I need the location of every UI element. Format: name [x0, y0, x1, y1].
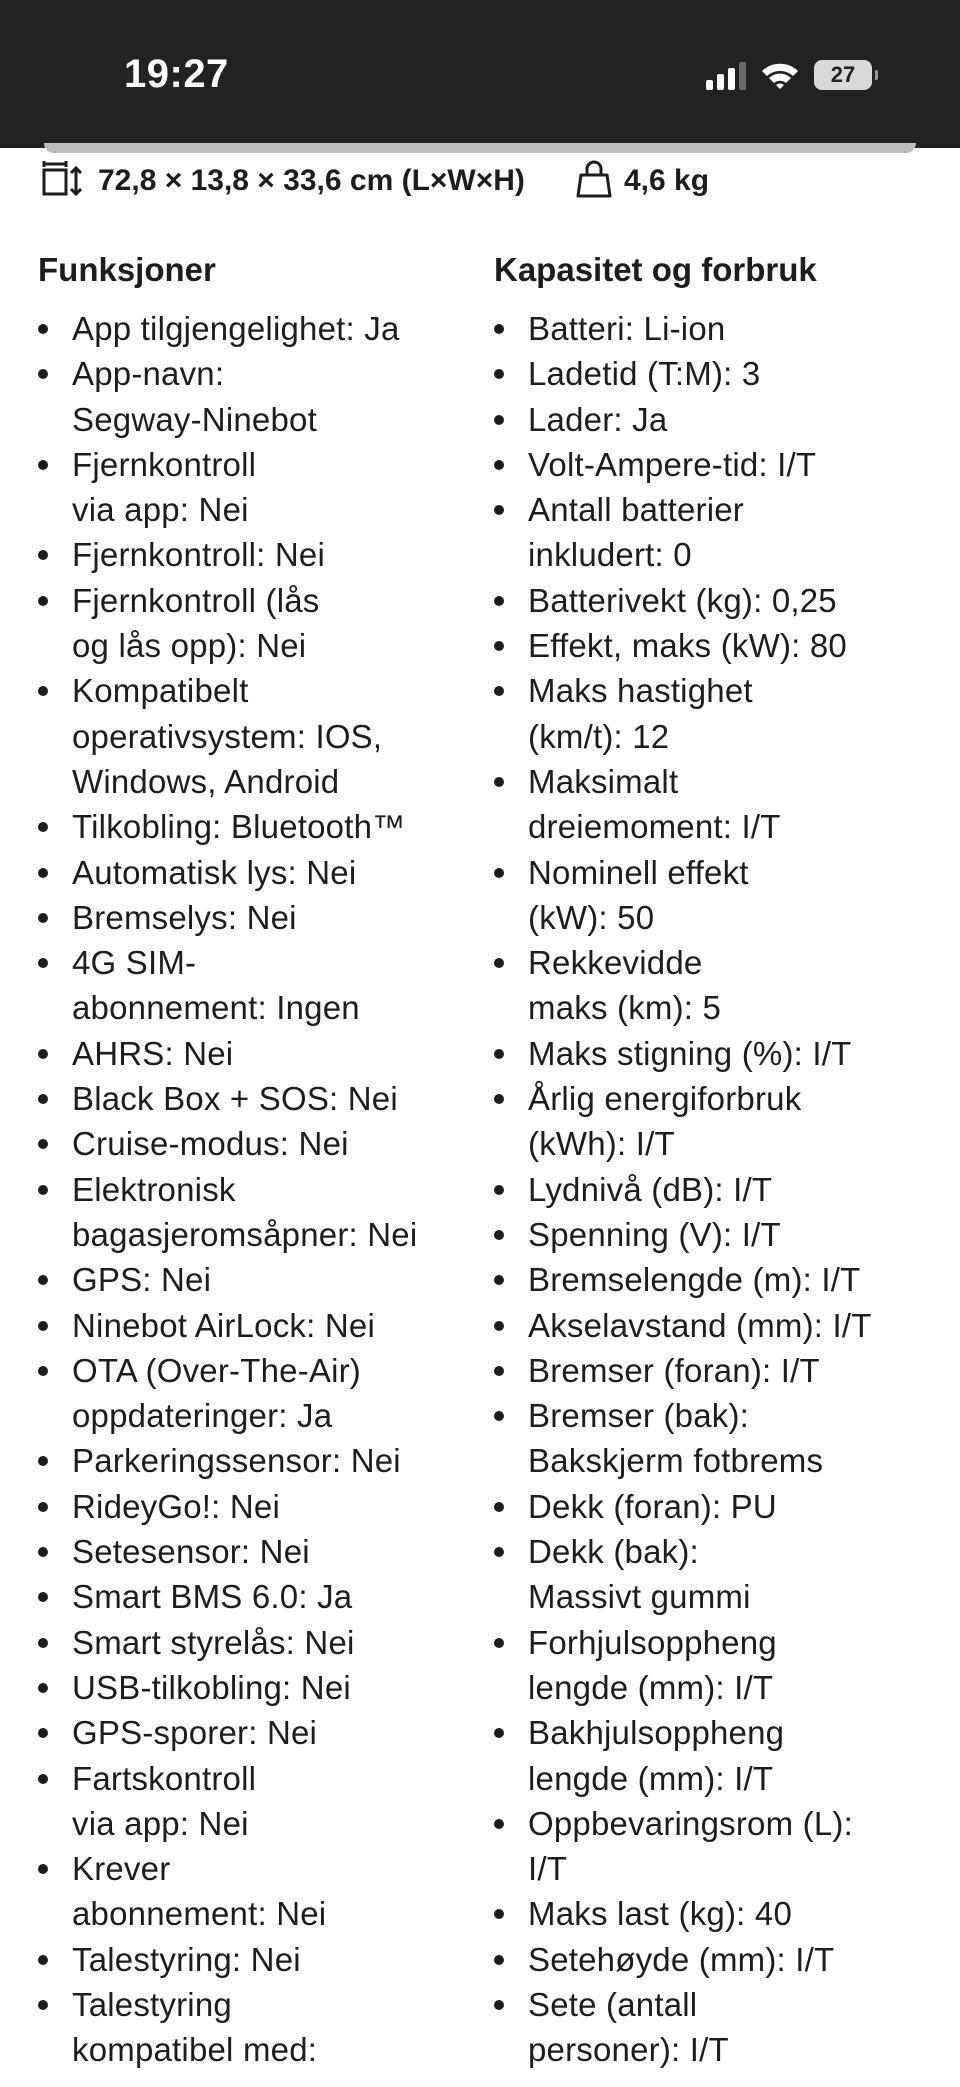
list-item — [38, 1982, 468, 2073]
list-item-text: Bremselys: Nei — [72, 898, 297, 936]
list-item — [38, 1710, 468, 1755]
list-item — [38, 1257, 468, 1302]
list-item-text: USB-tilkobling: Nei — [72, 1668, 351, 1706]
list-item-text: bagasjeromsåpner: Nei — [72, 1215, 418, 1253]
list-item — [494, 1529, 944, 1620]
list-item — [38, 668, 468, 804]
list-item-text: operativsystem: IOS, — [72, 717, 383, 755]
list-item-text: Dekk (foran): PU — [528, 1487, 777, 1525]
list-item — [38, 895, 468, 940]
list-item — [494, 1710, 944, 1801]
list-item-text: Bremser (bak): — [528, 1397, 750, 1435]
list-item-text: Fjernkontroll: Nei — [72, 536, 326, 574]
list-item-text: Lydnivå (dB): I/T — [528, 1170, 773, 1208]
list-item-text: Maks hastighet — [528, 672, 753, 710]
list-item-text: Cruise-modus: Nei — [72, 1125, 349, 1163]
list-item-text: maks (km): 5 — [528, 989, 722, 1027]
list-item-text: inkludert: 0 — [528, 536, 692, 574]
list-item-text: Antall batterier — [528, 491, 744, 529]
list-item — [38, 1438, 468, 1483]
list-item-text: Parkeringssensor: Nei — [72, 1442, 401, 1480]
list-item-text: Ninebot AirLock: Nei — [72, 1306, 375, 1344]
list-item-text: Volt-Ampere-tid: I/T — [528, 445, 817, 483]
list-item-text: Setehøyde (mm): I/T — [528, 1940, 835, 1978]
list-item-text: via app: Nei — [72, 491, 249, 529]
list-item-text: Lader: Ja — [528, 400, 668, 438]
status-bar — [0, 0, 960, 148]
list-item-text: kompatibel med: — [72, 2031, 318, 2069]
list-item — [38, 1167, 468, 1258]
list-item-text: Maks last (kg): 40 — [528, 1895, 793, 1933]
list-item-text: lengde (mm): I/T — [528, 1668, 774, 1706]
list-item — [38, 850, 468, 895]
list-item-text: Akselavstand (mm): I/T — [528, 1306, 872, 1344]
list-item — [494, 1303, 944, 1348]
list-item — [38, 1484, 468, 1529]
list-item-text: Fartskontroll — [72, 1759, 257, 1797]
list-item-text: Forhjulsoppheng — [528, 1623, 777, 1661]
capacity-list — [494, 306, 944, 2073]
list-item-text: Maksimalt — [528, 762, 679, 800]
list-item-text: Windows, Android — [72, 762, 340, 800]
list-item-text: Årlig energiforbruk — [528, 1080, 802, 1118]
list-item-text: Black Box + SOS: Nei — [72, 1080, 398, 1118]
list-item — [494, 1620, 944, 1711]
list-item-text: Krever — [72, 1850, 171, 1888]
list-item-text: Segway-Ninebot — [72, 400, 317, 438]
list-item-text: GPS: Nei — [72, 1261, 212, 1299]
list-item-text: via app: Nei — [72, 1804, 249, 1842]
features-section — [38, 244, 468, 2073]
list-item — [494, 1937, 944, 1982]
list-item-text: dreiemoment: I/T — [528, 808, 781, 846]
battery-level: 27 — [830, 62, 856, 87]
list-item — [494, 940, 944, 1031]
status-time: 19:27 — [124, 52, 229, 96]
list-item-text: Smart BMS 6.0: Ja — [72, 1578, 353, 1616]
list-item — [494, 850, 944, 941]
list-item-text: lengde (mm): I/T — [528, 1759, 774, 1797]
list-item-text: Massivt gummi — [528, 1578, 751, 1616]
list-item — [494, 1257, 944, 1302]
list-item-text: og lås opp): Nei — [72, 627, 307, 665]
list-item-text: OTA (Over-The-Air) — [72, 1351, 361, 1389]
list-item-text: (kW): 50 — [528, 898, 655, 936]
dimensions-spec — [40, 158, 525, 204]
list-item-text: Ladetid (T:M): 3 — [528, 355, 761, 393]
list-item — [38, 804, 468, 849]
list-item — [494, 623, 944, 668]
list-item-text: Kompatibelt — [72, 672, 249, 710]
list-item-text: Dekk (bak): — [528, 1533, 699, 1571]
list-item-text: Tilkobling: Bluetooth™ — [72, 808, 406, 846]
list-item-text: Oppbevaringsrom (L): — [528, 1804, 853, 1842]
list-item — [494, 487, 944, 578]
list-item-text: 4G SIM- — [72, 944, 197, 982]
list-item-text: Effekt, maks (kW): 80 — [528, 627, 847, 665]
list-item-text: Talestyring — [72, 1985, 232, 2023]
list-item-text: Batterivekt (kg): 0,25 — [528, 581, 837, 619]
list-item-text: Automatisk lys: Nei — [72, 853, 357, 891]
list-item-text: Bakhjulsoppheng — [528, 1714, 785, 1752]
list-item-text: Fjernkontroll — [72, 445, 257, 483]
dimensions-value: 72,8 × 13,8 × 33,6 cm (L×W×H) — [98, 164, 525, 197]
weight-icon — [576, 159, 612, 204]
list-item — [38, 1303, 468, 1348]
list-item-text: Spenning (V): I/T — [528, 1215, 781, 1253]
list-item — [38, 306, 468, 351]
battery-icon — [814, 60, 872, 90]
list-item — [494, 1801, 944, 1892]
list-item — [38, 578, 468, 669]
list-item — [494, 351, 944, 396]
list-item-text: Bremser (foran): I/T — [528, 1351, 820, 1389]
list-item — [38, 1620, 468, 1665]
list-item-text: App-navn: — [72, 355, 225, 393]
features-heading: Funksjoner — [38, 251, 216, 288]
list-item-text: Batteri: Li-ion — [528, 310, 726, 347]
list-item — [494, 1076, 944, 1167]
list-item-text: GPS-sporer: Nei — [72, 1714, 318, 1752]
list-item-text: Nominell effekt — [528, 853, 749, 891]
list-item — [38, 532, 468, 577]
list-item — [38, 1665, 468, 1710]
features-list — [38, 306, 468, 2073]
list-item — [38, 1756, 468, 1847]
list-item — [494, 442, 944, 487]
cellular-signal-icon — [706, 60, 746, 90]
list-item-text: Sete (antall — [528, 1985, 698, 2023]
list-item-text: I/T — [528, 1850, 568, 1888]
list-item-text: Bakskjerm fotbrems — [528, 1442, 824, 1480]
list-item — [494, 1891, 944, 1936]
list-item — [494, 1348, 944, 1393]
list-item — [494, 1393, 944, 1484]
list-item-text: Bremselengde (m): I/T — [528, 1261, 861, 1299]
list-item-text: abonnement: Nei — [72, 1895, 327, 1933]
weight-value: 4,6 kg — [624, 164, 710, 197]
list-item — [38, 1846, 468, 1937]
wifi-icon — [760, 60, 800, 90]
list-item — [38, 1937, 468, 1982]
list-item — [494, 668, 944, 759]
list-item-text: Smart styrelås: Nei — [72, 1623, 355, 1661]
list-item-text: Rekkevidde — [528, 944, 703, 982]
list-item — [38, 1348, 468, 1439]
list-item-text: Talestyring: Nei — [72, 1940, 301, 1978]
list-item — [38, 1529, 468, 1574]
list-item-text: AHRS: Nei — [72, 1034, 234, 1072]
list-item — [494, 578, 944, 623]
list-item — [38, 940, 468, 1031]
list-item — [494, 1982, 944, 2073]
capacity-heading: Kapasitet og forbruk — [494, 251, 817, 288]
list-item — [494, 397, 944, 442]
list-item-text: abonnement: Ingen — [72, 989, 360, 1027]
list-item-text: personer): I/T — [528, 2031, 729, 2069]
list-item — [494, 1484, 944, 1529]
list-item-text: oppdateringer: Ja — [72, 1397, 333, 1435]
list-item-text: (kWh): I/T — [528, 1125, 675, 1163]
sheet-edge — [44, 143, 916, 153]
list-item — [38, 1031, 468, 1076]
status-icons — [706, 60, 872, 90]
list-item — [494, 1031, 944, 1076]
list-item — [494, 306, 944, 351]
list-item-text: Setesensor: Nei — [72, 1533, 310, 1571]
list-item — [38, 442, 468, 533]
dimensions-icon — [40, 158, 86, 205]
list-item-text: Maks stigning (%): I/T — [528, 1034, 852, 1072]
list-item — [38, 351, 468, 442]
list-item-text: Elektronisk — [72, 1170, 236, 1208]
list-item-text: App tilgjengelighet: Ja — [72, 310, 400, 347]
capacity-section — [494, 244, 944, 2073]
list-item — [494, 1212, 944, 1257]
list-item — [494, 759, 944, 850]
weight-spec — [576, 158, 709, 204]
list-item — [38, 1076, 468, 1121]
list-item-text: RideyGo!: Nei — [72, 1487, 281, 1525]
list-item-text: Fjernkontroll (lås — [72, 581, 320, 619]
list-item-text: (km/t): 12 — [528, 717, 670, 755]
list-item — [38, 1121, 468, 1166]
list-item — [38, 1574, 468, 1619]
list-item — [494, 1167, 944, 1212]
